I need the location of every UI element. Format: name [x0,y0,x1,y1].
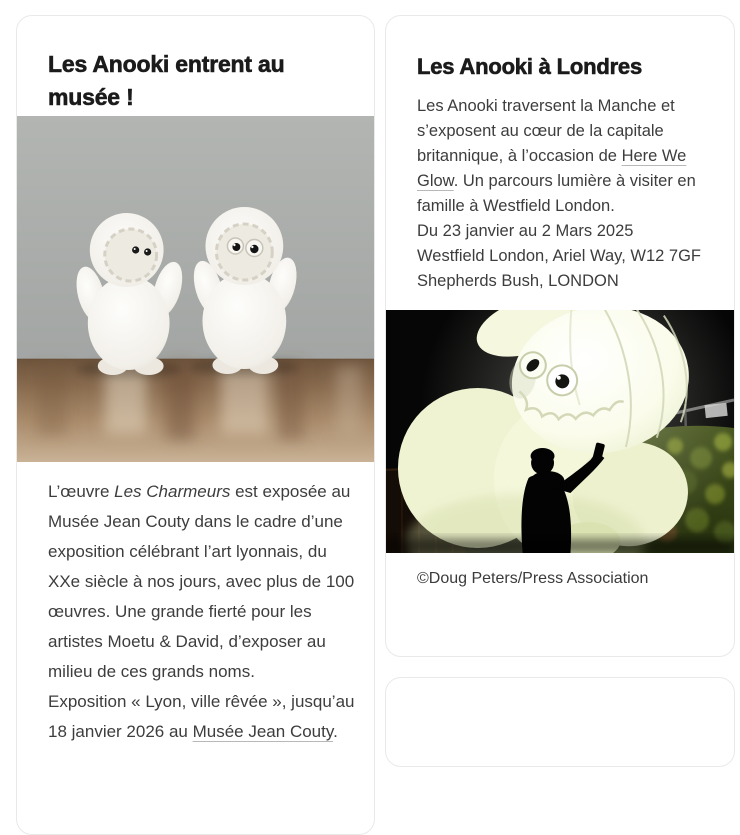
figurines-photo-wrap [17,116,374,462]
event-date-line: Du 23 janvier au 2 Mars 2025 [417,222,634,240]
here-we-glow-link[interactable]: Here We Glow [417,147,687,190]
body-lead: L’œuvre [48,482,115,501]
photo-caption: ©Doug Peters/Press Association [417,570,649,587]
body-after-title: est exposée au Musée Jean Couty dans le cadre d’une exposition célébrant l’art lyonnais, du XXe siècle à nos jours, avec plus de 100 œuvres. Une grande fierté pour les artistes Moetu & David, d’exposer au milieu de ces grands noms. [48,482,355,681]
intro-after-link: . Un parcours lumière à visiter en famille à Westfield London. [417,172,696,215]
article-body-musee [17,462,374,773]
card-header [17,16,374,114]
anooki-figurines-photo [17,116,374,462]
expo-text: Exposition « Lyon, ville rêvée », jusqu’au 18 janvier 2026 au [48,692,355,741]
event-city-line: Shepherds Bush, LONDON [417,272,619,290]
card-title-londres: Les Anooki à Londres [417,54,643,79]
article-body-londres [386,94,734,294]
london-photo-wrap [386,310,734,553]
article-card-musee [16,15,375,835]
musee-jean-couty-link[interactable]: Musée Jean Couty [192,722,334,741]
event-address-line: Westfield London, Ariel Way, W12 7GF [417,247,701,265]
anooki-london-night-photo [386,310,734,553]
artwork-title: Les Charmeurs [114,482,231,501]
expo-after: . [333,722,338,741]
intro-before-link: Les Anooki traversent la Manche et s’exposent au cœur de la capitale britannique, à l’occasion de [417,97,675,165]
article-card-londres [385,15,735,657]
card-header [386,16,734,82]
card-title-musee: Les Anooki entrent au musée ! [48,51,285,110]
article-card-next [385,677,735,767]
